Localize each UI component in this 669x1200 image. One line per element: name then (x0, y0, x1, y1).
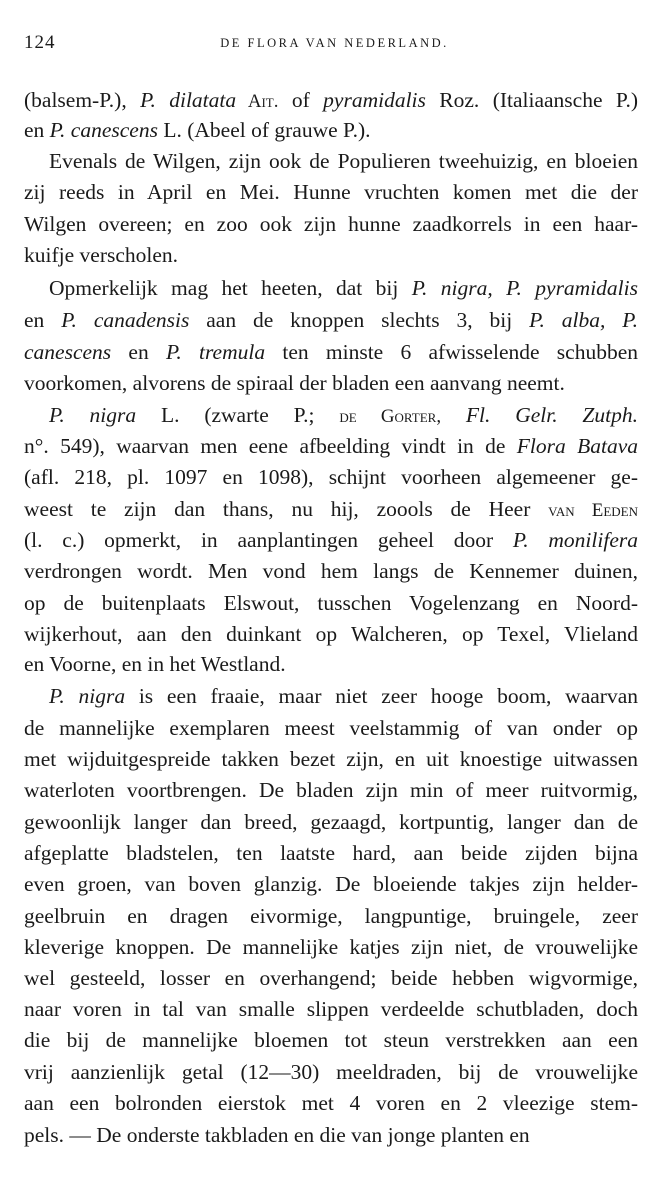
text-line (24, 337, 638, 367)
italic-segment: P. nigra (49, 403, 137, 427)
text-segment: of (278, 88, 324, 112)
text-segment: Opmerkelijk mag het heeten, dat bij (49, 276, 412, 300)
italic-segment: P. alba, P. (529, 308, 638, 332)
text-segment: n°. 549), waarvan men eene afbeelding vindt in de (24, 434, 517, 458)
text-line (24, 775, 638, 805)
page-header (24, 32, 645, 62)
page-number: 124 (24, 32, 56, 53)
text-segment: die bij de mannelijke bloemen tot steun verstrekken aan een (24, 1028, 638, 1052)
text-line (24, 744, 638, 774)
text-segment: Roz. (Italiaansche P.) (425, 88, 639, 112)
text-line (24, 400, 638, 432)
text-line (24, 1025, 638, 1055)
text-segment: even groen, van boven glanzig. De bloeiende takjes zijn helder- (24, 872, 638, 896)
italic-segment: P. dilatata (140, 88, 237, 112)
text-segment: pels. — De onderste takbladen en die van jonge planten en (24, 1123, 530, 1147)
text-line (24, 649, 638, 679)
text-segment: verdrongen wordt. Men vond hem langs de Kennemer duinen, (24, 559, 638, 583)
text-segment: weest te zijn dan thans, nu hij, zoools de Heer (24, 497, 549, 521)
text-line (24, 932, 638, 962)
small-caps-segment: Ait. (236, 91, 279, 112)
text-segment: (l. c.) opmerkt, in aanplantingen geheel door (24, 528, 513, 552)
text-line (24, 1057, 638, 1087)
text-line (24, 273, 638, 303)
text-segment: (afl. 218, pl. 1097 en 1098), schijnt voorheen algemeener ge- (24, 465, 638, 489)
text-segment (441, 403, 466, 427)
text-segment: en Voorne, en in het Westland. (24, 652, 286, 676)
italic-segment: canescens (24, 340, 112, 364)
text-segment: met wijduitgespreide takken bezet zijn, en uit knoestige uitwassen (24, 747, 638, 771)
text-line (24, 1088, 638, 1118)
italic-segment: pyramidalis (323, 88, 426, 112)
text-line (24, 619, 638, 649)
text-line (24, 963, 638, 993)
text-segment: vrij aanzienlijk getal (12—30) meeldraden, bij de vrouwelijke (24, 1060, 638, 1084)
text-segment: zij reeds in April en Mei. Hunne vruchten komen met die der (24, 180, 638, 204)
text-segment: waterloten voortbrengen. De bladen zijn min of meer ruitvormig, (24, 778, 638, 802)
text-segment: kleverige knoppen. De mannelijke katjes zijn niet, de vrouwelijke (24, 935, 638, 959)
text-line (24, 525, 638, 555)
text-line (24, 115, 638, 145)
text-segment: op de buitenplaats Elswout, tusschen Vogelenzang en Noord- (24, 591, 638, 615)
text-segment: en (24, 118, 50, 142)
text-segment: de mannelijke exemplaren meest veelstammig of van onder op (24, 716, 638, 740)
italic-segment: Fl. Gelr. Zutph. (465, 403, 638, 427)
text-segment: aan een bolronden eierstok met 4 voren en 2 vleezige stem- (24, 1091, 638, 1115)
text-segment: wijkerhout, aan den duinkant op Walcheren, op Texel, Vlieland (24, 622, 638, 646)
text-line (24, 85, 638, 117)
text-segment: geelbruin en dragen eivormige, langpuntige, bruingele, zeer (24, 904, 638, 928)
text-segment: kuifje verscholen. (24, 243, 179, 267)
text-line (24, 994, 638, 1024)
text-segment: en (111, 340, 166, 364)
text-line (24, 462, 638, 492)
text-line (24, 177, 638, 207)
italic-segment: P. canescens (49, 118, 158, 142)
text-line (24, 494, 638, 526)
text-segment: L. (zwarte P.; (136, 403, 340, 427)
text-line (24, 240, 638, 270)
text-line (24, 431, 638, 461)
text-segment: gewoonlijk langer dan breed, gezaagd, kortpuntig, langer dan de (24, 810, 638, 834)
text-line (24, 209, 638, 239)
text-segment: afgeplatte bladstelen, ten laatste hard, aan beide zijden bijna (24, 841, 638, 865)
text-line (24, 368, 638, 398)
italic-segment: P. nigra (49, 684, 126, 708)
text-line (24, 146, 638, 176)
text-line (24, 869, 638, 899)
text-line (24, 838, 638, 868)
text-segment: is een fraaie, maar niet zeer hooge boom, waarvan (125, 684, 638, 708)
italic-segment: P. nigra, P. pyramidalis (411, 276, 638, 300)
text-segment: Wilgen overeen; en zoo ook zijn hunne zaadkorrels in een haar- (24, 212, 638, 236)
text-line (24, 588, 638, 618)
text-line (24, 901, 638, 931)
text-line (24, 681, 638, 711)
text-line (24, 807, 638, 837)
text-line (24, 713, 638, 743)
small-caps-segment: de Gorter, (339, 406, 442, 427)
small-caps-segment: van Eeden (548, 500, 638, 521)
italic-segment: P. tremula (165, 340, 266, 364)
text-segment: aan de knoppen slechts 3, bij (189, 308, 530, 332)
text-segment: naar voren in tal van smalle slippen verdeelde schutbladen, doch (24, 997, 638, 1021)
text-line (24, 305, 638, 335)
italic-segment: P. monilifera (512, 528, 638, 552)
text-segment: Evenals de Wilgen, zijn ook de Populieren tweehuizig, en bloeien (49, 149, 638, 173)
italic-segment: Flora Batava (516, 434, 638, 458)
text-segment: en (24, 308, 62, 332)
text-line (24, 1120, 638, 1150)
italic-segment: P. canadensis (61, 308, 190, 332)
text-segment: voorkomen, alvorens de spiraal der bladen een aanvang neemt. (24, 371, 565, 395)
running-head: DE FLORA VAN NEDERLAND. (220, 36, 449, 50)
text-segment: L. (Abeel of grauwe P.). (157, 118, 371, 142)
text-segment: ten minste 6 afwisselende schubben (265, 340, 638, 364)
text-segment: (balsem-P.), (24, 88, 141, 112)
text-line (24, 556, 638, 586)
text-segment: wel gesteeld, losser en overhangend; beide hebben wigvormige, (24, 966, 638, 990)
